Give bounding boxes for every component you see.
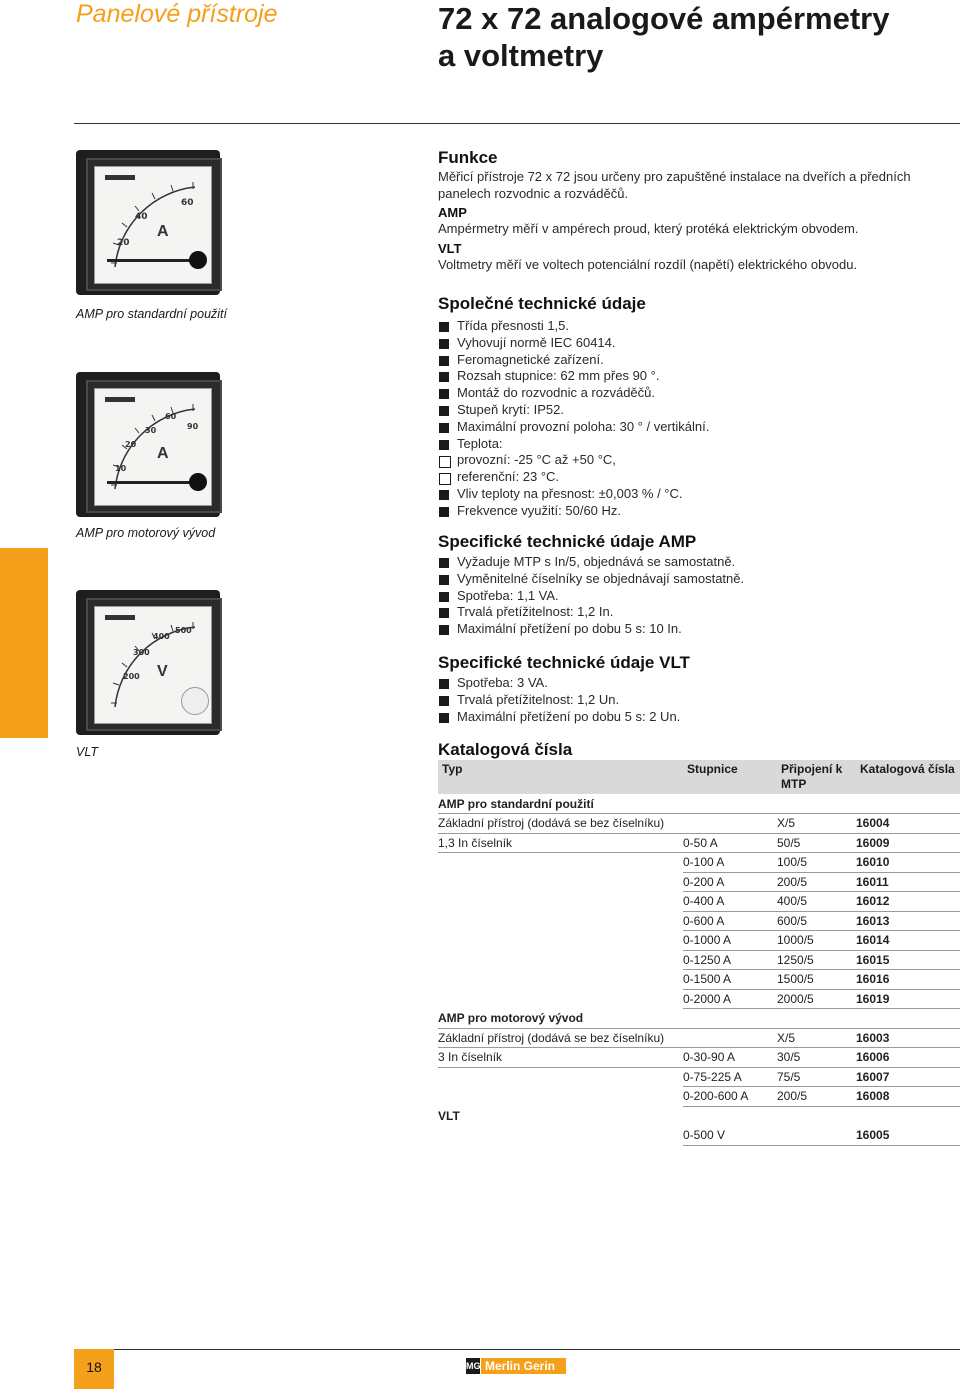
column-header: Připojení k MTP — [777, 760, 856, 794]
svg-text:40: 40 — [135, 212, 148, 222]
spec-item: Feromagnetické zařízení. — [438, 352, 960, 369]
table-cell: 16007 — [856, 1067, 960, 1087]
table-cell: 0-2000 A — [683, 989, 777, 1009]
table-cell — [438, 1067, 683, 1087]
table-row — [438, 892, 960, 912]
table-row — [438, 1126, 960, 1146]
table-cell: 16005 — [856, 1126, 960, 1146]
section-heading: Specifické technické údaje AMP — [438, 532, 697, 551]
svg-text:200: 200 — [123, 672, 140, 681]
table-cell: 100/5 — [777, 853, 856, 873]
table-cell — [438, 1126, 683, 1146]
spec-item: Stupeň krytí: IP52. — [438, 402, 960, 419]
table-cell — [438, 931, 683, 951]
meter-adjust-knob — [189, 251, 207, 269]
table-cell — [777, 1126, 856, 1146]
table-cell: 0-75-225 A — [683, 1067, 777, 1087]
side-tab-marker — [0, 548, 48, 738]
table-row — [438, 931, 960, 951]
table-row — [438, 1028, 960, 1048]
table-cell: 0-1000 A — [683, 931, 777, 951]
table-row — [438, 872, 960, 892]
brand-logo — [466, 1357, 566, 1375]
table-cell: 0-200-600 A — [683, 1087, 777, 1107]
spec-item: Rozsah stupnice: 62 mm přes 90 °. — [438, 368, 960, 385]
section-title: Panelové přístroje — [76, 0, 278, 28]
svg-text:60: 60 — [165, 412, 177, 421]
brand-name: Merlin Gerin — [481, 1358, 566, 1374]
table-cell: 16012 — [856, 892, 960, 912]
amp-specs-section — [438, 531, 960, 638]
page-title — [438, 0, 889, 74]
spec-item: Teplota: — [438, 436, 960, 453]
table-cell: 16003 — [856, 1028, 960, 1048]
vlt-label: VLT — [438, 240, 462, 256]
table-cell — [856, 794, 960, 814]
table-row — [438, 1067, 960, 1087]
meter-adjust-knob — [189, 473, 207, 491]
table-cell: 1,3 In číselník — [438, 833, 683, 853]
table-cell: Základní přístroj (dodává se bez číselníku) — [438, 814, 683, 834]
table-row — [438, 833, 960, 853]
table-cell — [438, 950, 683, 970]
spec-item: Frekvence využití: 50/60 Hz. — [438, 503, 960, 520]
page-number: 18 — [74, 1349, 114, 1389]
table-cell: VLT — [438, 1108, 460, 1123]
table-cell: 16008 — [856, 1087, 960, 1107]
catalog-section — [438, 739, 960, 761]
section-heading: Katalogová čísla — [438, 740, 573, 759]
svg-text:400: 400 — [153, 632, 170, 641]
table-cell: 75/5 — [777, 1067, 856, 1087]
table-cell: 400/5 — [777, 892, 856, 912]
table-cell: 0-1250 A — [683, 950, 777, 970]
table-cell: 16009 — [856, 833, 960, 853]
table-cell: 16019 — [856, 989, 960, 1009]
image-caption: AMP pro standardní použití — [76, 307, 228, 321]
section-heading: Společné technické údaje — [438, 294, 646, 313]
svg-text:20: 20 — [125, 440, 137, 449]
footer-divider — [74, 1349, 960, 1350]
table-cell: 1000/5 — [777, 931, 856, 951]
table-cell — [438, 989, 683, 1009]
page-title-line-2: a voltmetry — [438, 38, 604, 73]
table-row — [438, 814, 960, 834]
svg-text:500: 500 — [175, 626, 192, 635]
spec-item: Vyžaduje MTP s In/5, objednává se samostatně. — [438, 554, 960, 571]
table-cell — [438, 1087, 683, 1107]
vlt-description: Voltmetry měří ve voltech potenciální rozdíl (napětí) elektrického obvodu. — [438, 256, 858, 272]
table-cell: 3 In číselník — [438, 1048, 683, 1068]
table-cell: 200/5 — [777, 872, 856, 892]
table-cell: 16010 — [856, 853, 960, 873]
spec-item: Vliv teploty na přesnost: ±0,003 % / °C. — [438, 486, 960, 503]
funkce-section — [438, 147, 960, 273]
spec-item: Maximální přetížení po dobu 5 s: 10 In. — [438, 621, 960, 638]
table-cell: 16006 — [856, 1048, 960, 1068]
section-heading: Funkce — [438, 148, 498, 167]
table-cell: 0-600 A — [683, 911, 777, 931]
table-cell — [683, 1028, 777, 1048]
ammeter-motor-image — [76, 372, 220, 517]
spec-item: Vyhovují normě IEC 60414. — [438, 335, 960, 352]
spec-item: Trvalá přetížitelnost: 1,2 In. — [438, 604, 960, 621]
funkce-intro: Měřicí přístroje 72 x 72 jsou určeny pro zapuštěné instalace na dveřích a předních panelech rozvodnic a rozváděčů. — [438, 169, 911, 201]
catalog-table — [438, 760, 960, 1146]
table-row — [438, 794, 960, 814]
header-divider — [74, 123, 960, 124]
table-cell: 30/5 — [777, 1048, 856, 1068]
svg-text:30: 30 — [145, 426, 157, 435]
table-cell — [683, 1009, 777, 1029]
brand-icon: MG — [466, 1358, 480, 1374]
table-cell: 50/5 — [777, 833, 856, 853]
table-cell: 16015 — [856, 950, 960, 970]
meter-needle — [107, 481, 191, 484]
table-cell — [683, 814, 777, 834]
table-cell: 1500/5 — [777, 970, 856, 990]
common-specs-section — [438, 293, 960, 520]
table-cell: 0-200 A — [683, 872, 777, 892]
spec-item: Spotřeba: 3 VA. — [438, 675, 960, 692]
amp-description: Ampérmetry měří v ampérech proud, který protéká elektrickým obvodem. — [438, 221, 859, 236]
table-cell: 16014 — [856, 931, 960, 951]
svg-text:90: 90 — [187, 422, 199, 431]
table-cell — [438, 892, 683, 912]
table-cell: 0-30-90 A — [683, 1048, 777, 1068]
column-header: Stupnice — [683, 760, 777, 794]
table-cell — [856, 1106, 960, 1126]
table-cell: X/5 — [777, 814, 856, 834]
spec-item: Montáž do rozvodnic a rozváděčů. — [438, 385, 960, 402]
table-cell: 0-1500 A — [683, 970, 777, 990]
table-header-row — [438, 760, 960, 794]
table-row — [438, 1087, 960, 1107]
column-header: Katalogová čísla — [856, 760, 960, 794]
meter-unit: A — [157, 445, 169, 462]
meter-unit: V — [157, 663, 168, 680]
table-row — [438, 970, 960, 990]
table-cell: 200/5 — [777, 1087, 856, 1107]
amp-label: AMP — [438, 205, 467, 220]
table-cell: 0-100 A — [683, 853, 777, 873]
ammeter-standard-image — [76, 150, 220, 295]
spec-item: Třída přesnosti 1,5. — [438, 318, 960, 335]
table-row — [438, 1009, 960, 1029]
svg-text:10: 10 — [115, 464, 127, 473]
table-cell: 16013 — [856, 911, 960, 931]
table-cell: 16004 — [856, 814, 960, 834]
table-row — [438, 853, 960, 873]
table-cell: 0-400 A — [683, 892, 777, 912]
table-cell — [777, 794, 856, 814]
table-cell: AMP pro standardní použití — [438, 794, 683, 814]
table-cell: 16016 — [856, 970, 960, 990]
table-cell — [777, 1009, 856, 1029]
svg-text:300: 300 — [133, 648, 150, 657]
table-cell: 0-500 V — [683, 1126, 777, 1146]
spec-subitem: provozní: -25 °C až +50 °C, — [438, 452, 960, 469]
table-cell — [438, 853, 683, 873]
table-cell: AMP pro motorový vývod — [438, 1009, 683, 1029]
image-caption: AMP pro motorový vývod — [76, 526, 216, 540]
table-cell — [438, 911, 683, 931]
voltmeter-image — [76, 590, 220, 735]
spec-item: Spotřeba: 1,1 VA. — [438, 588, 960, 605]
page-title-line-1: 72 x 72 analogové ampérmetry — [438, 1, 890, 36]
table-cell: 0-50 A — [683, 833, 777, 853]
table-cell: 16011 — [856, 872, 960, 892]
table-row — [438, 1106, 960, 1126]
table-cell — [777, 1106, 856, 1126]
section-heading: Specifické technické údaje VLT — [438, 653, 690, 672]
table-row — [438, 911, 960, 931]
vlt-specs-section — [438, 652, 960, 725]
table-cell — [856, 1009, 960, 1029]
table-cell — [683, 1106, 777, 1126]
image-caption: VLT — [76, 745, 98, 759]
table-cell — [683, 794, 777, 814]
spec-subitem: referenční: 23 °C. — [438, 469, 960, 486]
svg-text:20: 20 — [117, 238, 130, 248]
table-row — [438, 1048, 960, 1068]
spec-item: Maximální přetížení po dobu 5 s: 2 Un. — [438, 709, 960, 726]
table-cell — [438, 872, 683, 892]
spec-item: Maximální provozní poloha: 30 ° / vertikální. — [438, 419, 960, 436]
column-header: Typ — [438, 760, 683, 794]
catalog-table-body — [438, 794, 960, 1145]
table-cell: 2000/5 — [777, 989, 856, 1009]
spec-item: Vyměnitelné číselníky se objednávají samostatně. — [438, 571, 960, 588]
table-row — [438, 950, 960, 970]
table-row — [438, 989, 960, 1009]
meter-needle — [107, 259, 191, 262]
meter-adjust-knob — [181, 687, 209, 715]
spec-item: Trvalá přetížitelnost: 1,2 Un. — [438, 692, 960, 709]
table-cell: 600/5 — [777, 911, 856, 931]
table-cell — [438, 970, 683, 990]
table-cell: Základní přístroj (dodává se bez číselníku) — [438, 1028, 683, 1048]
table-cell: 1250/5 — [777, 950, 856, 970]
svg-text:60: 60 — [181, 198, 194, 208]
table-cell: X/5 — [777, 1028, 856, 1048]
meter-unit: A — [157, 223, 169, 240]
